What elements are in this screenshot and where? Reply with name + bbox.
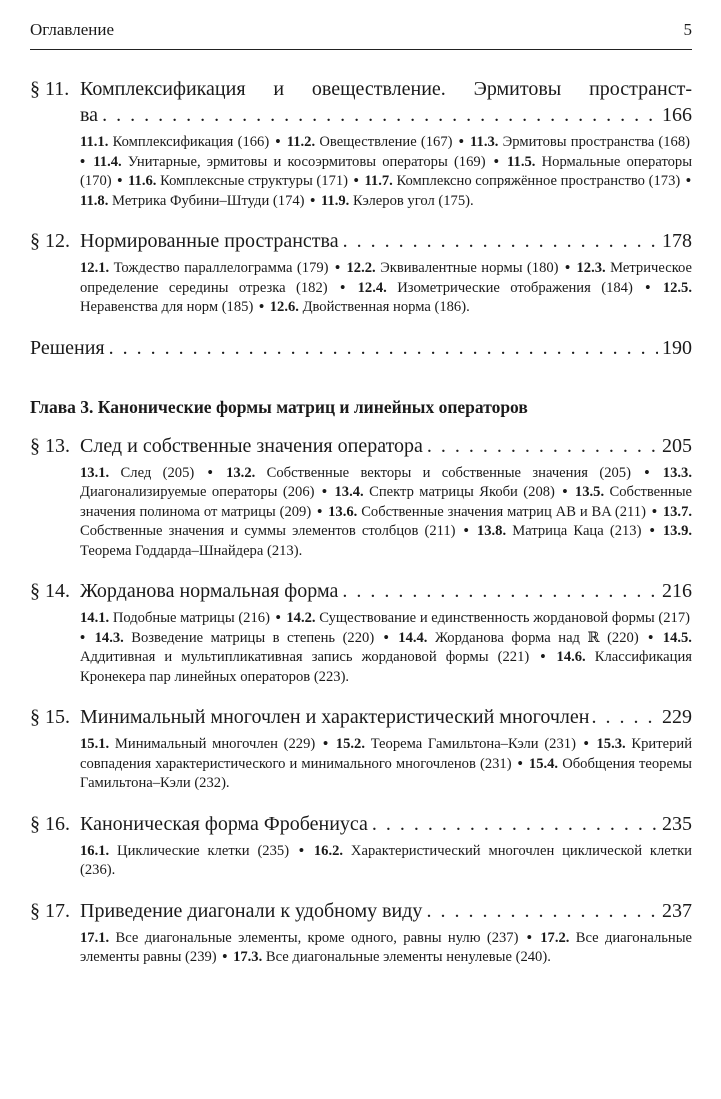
section-number: § 15. [30,706,70,728]
bullet-separator: • [531,649,555,665]
toc-section-11 [30,76,692,211]
header-rule [30,49,692,50]
bullet-separator: • [682,173,692,189]
subsection-item[interactable] [226,465,631,481]
subsection-item[interactable] [95,630,375,646]
bullet-separator: • [520,929,539,946]
section-title-continuation: ва [80,104,99,126]
subsection-number: 17.2. [540,929,570,946]
subsection-number: 13.4. [334,484,364,500]
subsection-title: Все диагональные элементы ненулевые (240). [265,949,551,965]
subsection-title: Унитарные, эрмитовы и косоэрмитовы операторы (169) [127,153,486,170]
subsection-list [30,133,692,211]
dot-leader [372,811,658,837]
bullet-separator: • [513,755,527,772]
subsection-number: 14.4. [398,629,428,646]
table-of-contents [30,76,692,985]
subsection-number: 13.1. [80,464,110,481]
subsection-number: 12.2. [346,260,376,276]
section-page: 178 [662,230,692,252]
subsection-title: Обобщения теоремы Гамильтона–Кэли (232). [80,755,692,791]
section-title: Комплексификация и овеществление. Эрмитовы пространст- [80,78,692,100]
bullet-separator: • [316,484,333,500]
bullet-separator: • [454,134,469,150]
bullet-separator: • [306,192,319,209]
section-heading[interactable] [30,898,692,924]
subsection-item[interactable] [80,260,329,276]
subsection-title: Кэлеров угол (175). [352,192,474,209]
subsection-item[interactable] [80,736,315,752]
subsection-item[interactable] [270,299,470,315]
subsection-number: 15.3. [596,736,626,752]
section-number: § 13. [30,434,70,457]
section-heading[interactable] [30,811,692,837]
subsection-title: Матрица Каца (213) [512,523,642,539]
subsection-number: 11.3. [470,134,499,150]
solutions-title: Решения [30,336,105,359]
book-page [30,0,692,1099]
subsection-number: 11.5. [507,153,536,170]
subsection-title: Собственные значения матриц AB и BA (211) [361,503,646,520]
dot-leader [342,578,658,604]
subsection-number: 16.1. [80,842,110,859]
subsection-title: Диагонализируемые операторы (206) [80,484,315,500]
subsection-number: 15.1. [80,736,110,752]
section-title: Минимальный многочлен и характеристический многочлен [80,706,590,728]
bullet-separator: • [350,173,363,189]
subsection-item[interactable] [233,949,551,965]
dot-leader [102,102,658,128]
bullet-separator: • [80,629,93,646]
subsection-number: 16.2. [313,842,344,859]
bullet-separator: • [457,523,475,539]
page-number: 5 [683,20,692,39]
subsection-item[interactable] [336,736,576,752]
section-page: 237 [662,899,692,922]
subsection-item[interactable] [286,610,690,626]
subsection-title: Минимальный многочлен (229) [114,736,316,752]
subsection-title: Теорема Гамильтона–Кэли (231) [370,736,576,752]
subsection-title: Спектр матрицы Якоби (208) [369,484,555,500]
bullet-separator: • [632,464,661,481]
subsection-title: Все диагональные элементы, кроме одного, равны нулю (237) [115,929,519,946]
dot-leader [591,704,660,730]
subsection-title: Собственные векторы и собственные значения (205) [266,464,631,481]
bullet-separator: • [556,484,573,500]
subsection-item[interactable] [80,930,518,946]
subsection-item[interactable] [128,173,348,189]
section-number: § 14. [30,580,70,602]
subsection-item[interactable] [93,154,485,170]
subsection-number: 13.5. [574,484,605,500]
subsection-title: Двойственная норма (186). [302,299,470,315]
subsection-title: Подобные матрицы (216) [112,610,270,626]
subsection-number: 13.9. [662,523,693,539]
subsection-item[interactable] [470,134,690,150]
section-page: 229 [662,706,692,728]
subsection-title: Комплексификация (166) [112,134,270,150]
subsection-number: 11.4. [93,153,122,170]
dot-leader [427,433,658,459]
subsection-title: Овеществление (167) [319,134,453,150]
subsection-item[interactable] [321,193,474,209]
subsection-title: Все диагональные элементы равны (239) [80,929,693,965]
subsection-item[interactable] [80,193,305,209]
subsection-title: Существование и единственность жордановой формы (217) [319,610,691,626]
toc-section-14 [30,578,692,687]
subsection-list [30,464,692,562]
section-number: § 11. [30,78,70,100]
section-title: Приведение диагонали к удобному виду [80,899,423,922]
subsection-title: Неравенства для норм (185) [80,299,254,315]
running-head-title: Оглавление [30,20,114,39]
subsection-number: 12.6. [269,299,299,315]
subsection-title: Тождество параллелограмма (179) [113,260,329,276]
subsection-item[interactable] [80,843,289,859]
section-heading[interactable] [30,76,692,102]
subsection-item[interactable] [80,134,269,150]
subsection-number: 15.4. [528,755,559,772]
subsection-title: Классификация Кронекера пар линейных операторов (223). [80,649,692,685]
subsection-number: 14.3. [94,629,124,646]
subsection-number: 17.1. [80,929,110,946]
section-heading[interactable] [30,433,692,459]
bullet-separator: • [329,279,356,296]
subsection-item[interactable] [287,134,453,150]
toc-section-15 [30,704,692,794]
bullet-separator: • [643,523,661,539]
subsection-title: Комплексные структуры (171) [160,173,349,189]
subsection-number: 12.1. [80,260,110,276]
section-number: § 16. [30,812,70,835]
running-head [30,20,692,44]
toc-section-17 [30,898,692,968]
bullet-separator: • [376,629,397,646]
subsection-list [30,929,692,968]
dot-leader [343,228,658,254]
subsection-title: Метрическое определение середины отрезка (182) [80,260,692,296]
bullet-separator: • [560,260,575,276]
bullet-separator: • [218,949,232,965]
bullet-separator: • [113,173,127,189]
bullet-separator: • [317,736,334,752]
subsection-title: Возведение матрицы в степень (220) [131,629,375,646]
subsection-item[interactable] [364,173,680,189]
subsection-item[interactable] [80,465,194,481]
subsection-number: 11.9. [320,192,350,209]
subsection-title: Собственные значения полинома от матрицы (209) [80,484,693,520]
subsection-number: 14.2. [286,610,316,626]
subsection-number: 15.2. [335,736,365,752]
subsection-number: 11.6. [128,173,157,189]
subsection-title: Комплексно сопряжённое пространство (173) [396,173,681,189]
subsection-number: 17.3. [233,949,263,965]
dot-leader [426,898,658,924]
subsection-number: 13.8. [476,523,507,539]
subsection-title: Жорданова форма над ℝ (220) [434,629,639,646]
subsection-number: 13.2. [226,464,256,481]
chapter-title[interactable]: Глава 3. Канонические формы матриц и линейных операторов [30,396,528,417]
subsection-number: 12.4. [357,279,387,296]
section-heading[interactable] [30,228,692,254]
bullet-separator: • [255,299,268,315]
section-number: § 12. [30,230,70,252]
bullet-separator: • [313,503,327,520]
subsection-title: Эквивалентные нормы (180) [380,260,559,276]
subsection-list [30,609,692,687]
section-page: 235 [662,812,692,835]
subsection-number: 12.3. [576,260,606,276]
subsection-item[interactable] [334,484,554,500]
subsection-number: 14.5. [662,629,692,646]
bullet-separator: • [640,629,661,646]
section-page: 216 [662,580,692,602]
bullet-separator: • [487,153,506,170]
bullet-separator: • [330,260,345,276]
section-page: 166 [662,104,692,126]
section-heading[interactable] [30,578,692,604]
toc-solutions[interactable] [30,335,692,361]
subsection-number: 12.5. [662,279,692,296]
solutions-page: 190 [662,336,692,359]
toc-section-12 [30,228,692,318]
section-heading-continuation[interactable] [30,102,692,128]
subsection-title: Эрмитовы пространства (168) [502,134,691,150]
subsection-list [30,735,692,794]
section-heading[interactable] [30,704,692,730]
toc-section-16 [30,811,692,881]
subsection-title: Метрика Фубини–Штуди (174) [112,192,305,209]
subsection-number: 13.6. [328,503,358,520]
dot-leader [109,335,658,361]
section-title: Нормированные пространства [80,230,339,252]
subsection-title: Изометрические отображения (184) [397,279,633,296]
subsection-title: Критерий совпадения характеристического и минимального многочленов (231) [80,736,693,772]
subsection-number: 11.2. [286,134,316,150]
subsection-number: 14.6. [556,649,586,665]
subsection-number: 13.3. [662,464,692,481]
subsection-title: Собственные значения и суммы элементов столбцов (211) [80,523,456,539]
toc-section-13 [30,433,692,562]
section-number: § 17. [30,899,70,922]
subsection-title: Нормальные операторы (170) [80,153,693,189]
bullet-separator: • [196,464,225,481]
bullet-separator: • [647,503,661,520]
bullet-separator: • [634,279,661,296]
subsection-list [30,259,692,318]
bullet-separator: • [80,153,92,170]
subsection-item[interactable] [477,523,642,539]
section-page: 205 [662,434,692,457]
subsection-item[interactable] [358,280,633,296]
subsection-title: Аддитивная и мультипликативная запись жордановой формы (221) [80,649,530,665]
subsection-number: 11.8. [80,192,109,209]
subsection-number: 11.7. [364,173,393,189]
section-title: Каноническая форма Фробениуса [80,812,368,835]
bullet-separator: • [271,134,285,150]
subsection-item[interactable] [328,504,646,520]
subsection-title: След (205) [120,464,195,481]
subsection-title: Циклические клетки (235) [117,842,290,859]
subsection-item[interactable] [398,630,638,646]
subsection-title: Теорема Годдарда–Шнайдера (213). [80,542,303,559]
subsection-item[interactable] [80,610,270,626]
subsection-list [30,842,692,881]
subsection-item[interactable] [346,260,558,276]
section-title: Жорданова нормальная форма [80,580,339,602]
bullet-separator: • [291,842,312,859]
subsection-number: 13.7. [662,503,693,520]
subsection-number: 11.1. [80,134,109,150]
subsection-number: 14.1. [80,610,110,626]
section-title: След и собственные значения оператора [80,434,423,457]
bullet-separator: • [577,736,595,752]
bullet-separator: • [271,610,285,626]
subsection-title: Характеристический многочлен циклической клетки (236). [80,842,692,878]
